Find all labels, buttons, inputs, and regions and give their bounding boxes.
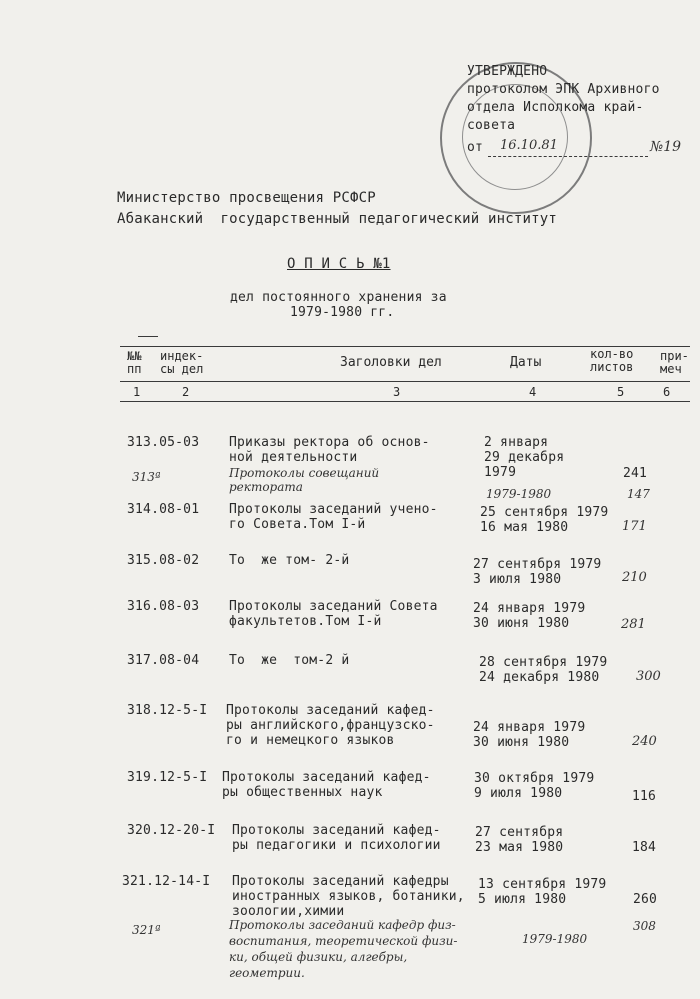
row-dates: 27 сентября 23 мая 1980	[475, 825, 564, 855]
row-dates: 24 января 1979 30 июня 1980	[473, 601, 586, 631]
row-dates: 28 сентября 1979 24 декабря 1980	[479, 655, 608, 685]
approval-date-line	[488, 156, 648, 157]
approval-line-4: совета	[467, 118, 516, 133]
row-index: 317.08-04	[127, 653, 200, 668]
row-count: 241	[623, 466, 648, 481]
header-headings: Заголовки дел	[340, 355, 442, 370]
row-dates-handwritten: 1979-1980	[486, 487, 552, 501]
col-number-4: 4	[529, 385, 537, 399]
row-count-handwritten: 300	[636, 669, 661, 684]
row-title: То же том- 2-й	[229, 553, 350, 568]
row-count: 184	[632, 840, 657, 855]
row-title-handwritten: Протоколы заседаний кафедр физ- воспитания, теоретической физи- ки, общей физики, алгебры, геометрии.	[229, 918, 458, 980]
row-index: 321.12-14-I	[122, 874, 211, 889]
row-count-handwritten: 210	[622, 570, 647, 585]
row-title: Протоколы заседаний кафедры иностранных языков, ботаники, зоологии,химии	[232, 874, 465, 919]
header-dates: Даты	[510, 355, 542, 370]
row-index: 319.12-5-I	[127, 770, 208, 785]
document-title: О П И С Ь №1	[287, 256, 391, 272]
row-dates: 24 января 1979 30 июня 1980	[473, 720, 586, 750]
row-index: 314.08-01	[127, 502, 200, 517]
row-count-handwritten: 147	[627, 487, 650, 501]
subtitle-line-2: 1979-1980 гг.	[290, 305, 395, 320]
approval-line-3: отдела Исполкома край-	[467, 100, 644, 115]
row-count-handwritten: 171	[622, 519, 647, 534]
col-number-3: 3	[393, 385, 401, 399]
row-count: 116	[632, 789, 657, 804]
subtitle-line-1: дел постоянного хранения за	[230, 290, 447, 305]
header-notes: при- меч	[660, 349, 689, 376]
header-count: кол-во листов	[590, 347, 634, 374]
row-title: Протоколы заседаний Совета факультетов.Том I-й	[229, 599, 438, 629]
row-title: То же том-2 й	[229, 653, 350, 668]
row-dates: 27 сентября 1979 3 июля 1980	[473, 557, 602, 587]
row-index: 313.05-03	[127, 435, 200, 450]
header-index: индек- сы дел	[160, 349, 204, 376]
approval-line-2: протоколом ЭПК Архивного	[467, 82, 660, 97]
header-bottom-rule	[120, 401, 690, 402]
row-dates: 13 сентября 1979 5 июля 1980	[478, 877, 607, 907]
row-index: 315.08-02	[127, 553, 200, 568]
row-title-handwritten: Протоколы совещаний ректората	[229, 466, 380, 494]
row-title: Протоколы заседаний учено- го Совета.Том I-й	[229, 502, 438, 532]
row-dates-handwritten: 1979-1980	[522, 932, 588, 946]
row-title: Приказы ректора об основ- ной деятельности	[229, 435, 430, 465]
col-number-6: 6	[663, 385, 671, 399]
row-count-handwritten: 308	[633, 919, 656, 933]
row-index: 316.08-03	[127, 599, 200, 614]
approval-line-1: УТВЕРЖДЕНО	[467, 64, 548, 79]
header-mid-rule	[120, 381, 690, 382]
row-title: Протоколы заседаний кафед- ры педагогики и психологии	[232, 823, 441, 853]
ministry-name: Министерство просвещения РСФСР	[117, 190, 376, 206]
row-count: 260	[633, 892, 658, 907]
row-count-handwritten: 240	[632, 734, 657, 749]
col-number-5: 5	[617, 385, 625, 399]
row-dates: 30 октября 1979 9 июля 1980	[474, 771, 595, 801]
row-index-handwritten: 321ª	[132, 923, 161, 937]
row-count-handwritten: 281	[621, 617, 646, 632]
col-number-2: 2	[182, 385, 190, 399]
row-title: Протоколы заседаний кафед- ры английского,французско- го и немецкого языков	[226, 703, 435, 748]
row-dates: 25 сентября 1979 16 мая 1980	[480, 505, 609, 535]
institute-name: Абаканский государственный педагогический институт	[117, 211, 558, 227]
row-title: Протоколы заседаний кафед- ры общественных наук	[222, 770, 431, 800]
row-index-handwritten: 313ª	[132, 470, 161, 484]
header-tick	[138, 336, 158, 337]
header-num: №№ пп	[127, 349, 142, 376]
row-index: 318.12-5-I	[127, 703, 208, 718]
row-dates: 2 января 29 декабря 1979	[484, 435, 565, 480]
approval-date-prefix: от	[467, 140, 484, 155]
col-number-1: 1	[133, 385, 141, 399]
row-index: 320.12-20-I	[127, 823, 216, 838]
approval-number-handwritten: №19	[650, 139, 682, 155]
approval-date-handwritten: 16.10.81	[500, 138, 558, 153]
